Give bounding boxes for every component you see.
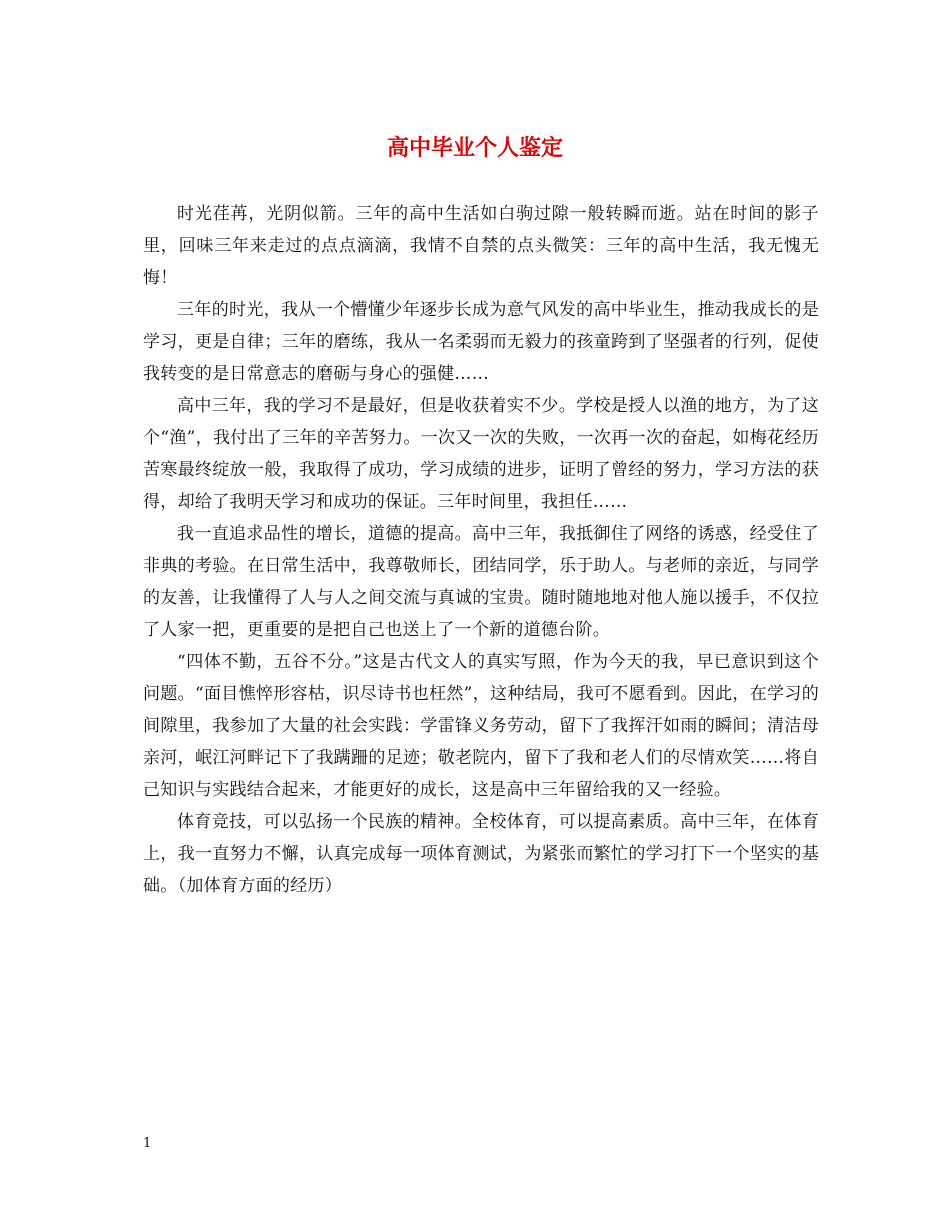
paragraph-4: 我一直追求品性的增长，道德的提高。高中三年，我抵御住了网络的诱惑，经受住了非典的考验。在日常生活中，我尊敬师长，团结同学，乐于助人。与老师的亲近，与同学的友善，让我懂得了人与人之间交流与真诚的宝贵。随时随地地对他人施以援手，不仅拉了人家一把，更重要的是把自己也送上了一个新的道德台阶。 <box>143 524 819 640</box>
paragraph-5: “四体不勤，五谷不分。”这是古代文人的真实写照，作为今天的我，早已意识到这个问题。“面目憔悴形容枯，识尽诗书也枉然”，这种结局，我可不愿看到。因此，在学习的间隙里，我参加了大量的社会实践：学雷锋义务劳动，留下了我挥汗如雨的瞬间；清洁母亲河，岷江河畔记下了我蹒跚的足迹；敬老院内，留下了我和老人们的尽情欢笑……将自己知识与实践结合起来，才能更好的成长，这是高中三年留给我的又一经验。 <box>143 652 819 800</box>
paragraph-3: 高中三年，我的学习不是最好，但是收获着实不少。学校是授人以渔的地方，为了这个“渔”，我付出了三年的辛苦努力。一次又一次的失败，一次再一次的奋起，如梅花经历苦寒最终绽放一般，我取得了成功，学习成绩的进步，证明了曾经的努力，学习方法的获得，却给了我明天学习和成功的保证。三年时间里，我担任…… <box>143 396 819 512</box>
paragraph-6: 体育竞技，可以弘扬一个民族的精神。全校体育，可以提高素质。高中三年，在体育上，我一直努力不懈，认真完成每一项体育测试，为紧张而繁忙的学习打下一个坚实的基础。（加体育方面的经历） <box>143 812 819 896</box>
paragraph-2: 三年的时光，我从一个懵懂少年逐步长成为意气风发的高中毕业生，推动我成长的是学习，更是自律；三年的磨练，我从一名柔弱而无毅力的孩童跨到了坚强者的行列，促使我转变的是日常意志的磨砺与身心的强健…… <box>143 300 819 384</box>
document-title: 高中毕业个人鉴定 <box>386 135 563 161</box>
paragraph-1: 时光荏苒，光阴似箭。三年的高中生活如白驹过隙一般转瞬而逝。站在时间的影子里，回味三年来走过的点点滴滴，我情不自禁的点头微笑：三年的高中生活，我无愧无悔！ <box>143 204 819 288</box>
page-number: 1 <box>143 1136 152 1151</box>
document-body <box>143 198 819 902</box>
